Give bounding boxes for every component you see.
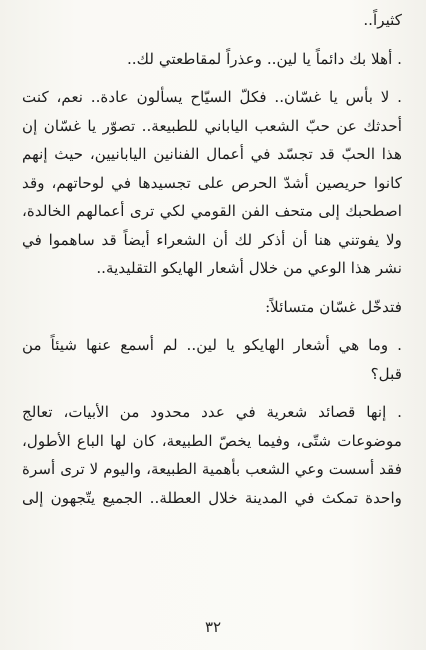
paragraph-gap — [22, 35, 402, 45]
text-line: هذا الحبّ قد تجسّد في أعمال الفنانين اليابانيين، حيث إنهم — [22, 145, 402, 163]
paragraph-5 — [22, 331, 402, 388]
paragraph-2 — [22, 45, 402, 74]
paragraph-6 — [22, 398, 402, 512]
text-line: . أهلا بك دائماً يا لين.. وعذراً لمقاطعتي لك.. — [126, 49, 402, 68]
text-line: اصطحبك إلى متحف الفن القومي لكي ترى أعمالهم الخالدة، — [22, 202, 402, 220]
text-line: . لا بأس يا غسّان.. فكلّ السيّاح يسألون عادة.. نعم، كنت — [22, 88, 402, 106]
text-line: موضوعات شتّى، وفيما يخصّ الطبيعة، كان لها الباع الأطول، — [22, 431, 402, 450]
text-line: . وما هي أشعار الهايكو يا لين.. لم أسمع عنها شيئاً من — [22, 336, 402, 354]
text-line: كثيراً.. — [363, 11, 402, 29]
paragraph-4 — [22, 293, 402, 322]
text-line: قبل؟ — [370, 364, 402, 383]
text-line: ولا يفوتني هنا أن أذكر لك أن الشعراء أيضاً قد ساهموا في — [22, 230, 402, 249]
paragraph-3 — [22, 83, 402, 283]
paragraph-gap — [22, 283, 402, 293]
text-line: فتدخّل غسّان متسائلاً: — [265, 297, 402, 316]
text-line: . إنها قصائد شعرية في عدد محدود من الأبيات، تعالج — [22, 403, 402, 421]
text-line: أحدثك عن حبّ الشعب الياباني للطبيعة.. تصوّر يا غسّان إن — [22, 116, 402, 135]
paragraph-1 — [22, 6, 402, 35]
text-line: فقد أسست وعي الشعب بأهمية الطبيعة، واليوم لا ترى أسرة — [22, 460, 402, 478]
paragraph-gap — [22, 388, 402, 398]
page-number: ٣٢ — [204, 618, 222, 636]
text-line: واحدة تمكث في المدينة خلال العطلة.. الجميع يتّجهون إلى — [22, 488, 402, 507]
text-line: كانوا حريصين أشدّ الحرص على تجسيدها في لوحاتهم، وقد — [22, 173, 402, 192]
paragraph-gap — [22, 321, 402, 331]
body-text — [22, 6, 402, 512]
paragraph-gap — [22, 73, 402, 83]
text-line: نشر هذا الوعي من خلال أشعار الهايكو التقليدية.. — [96, 259, 402, 277]
